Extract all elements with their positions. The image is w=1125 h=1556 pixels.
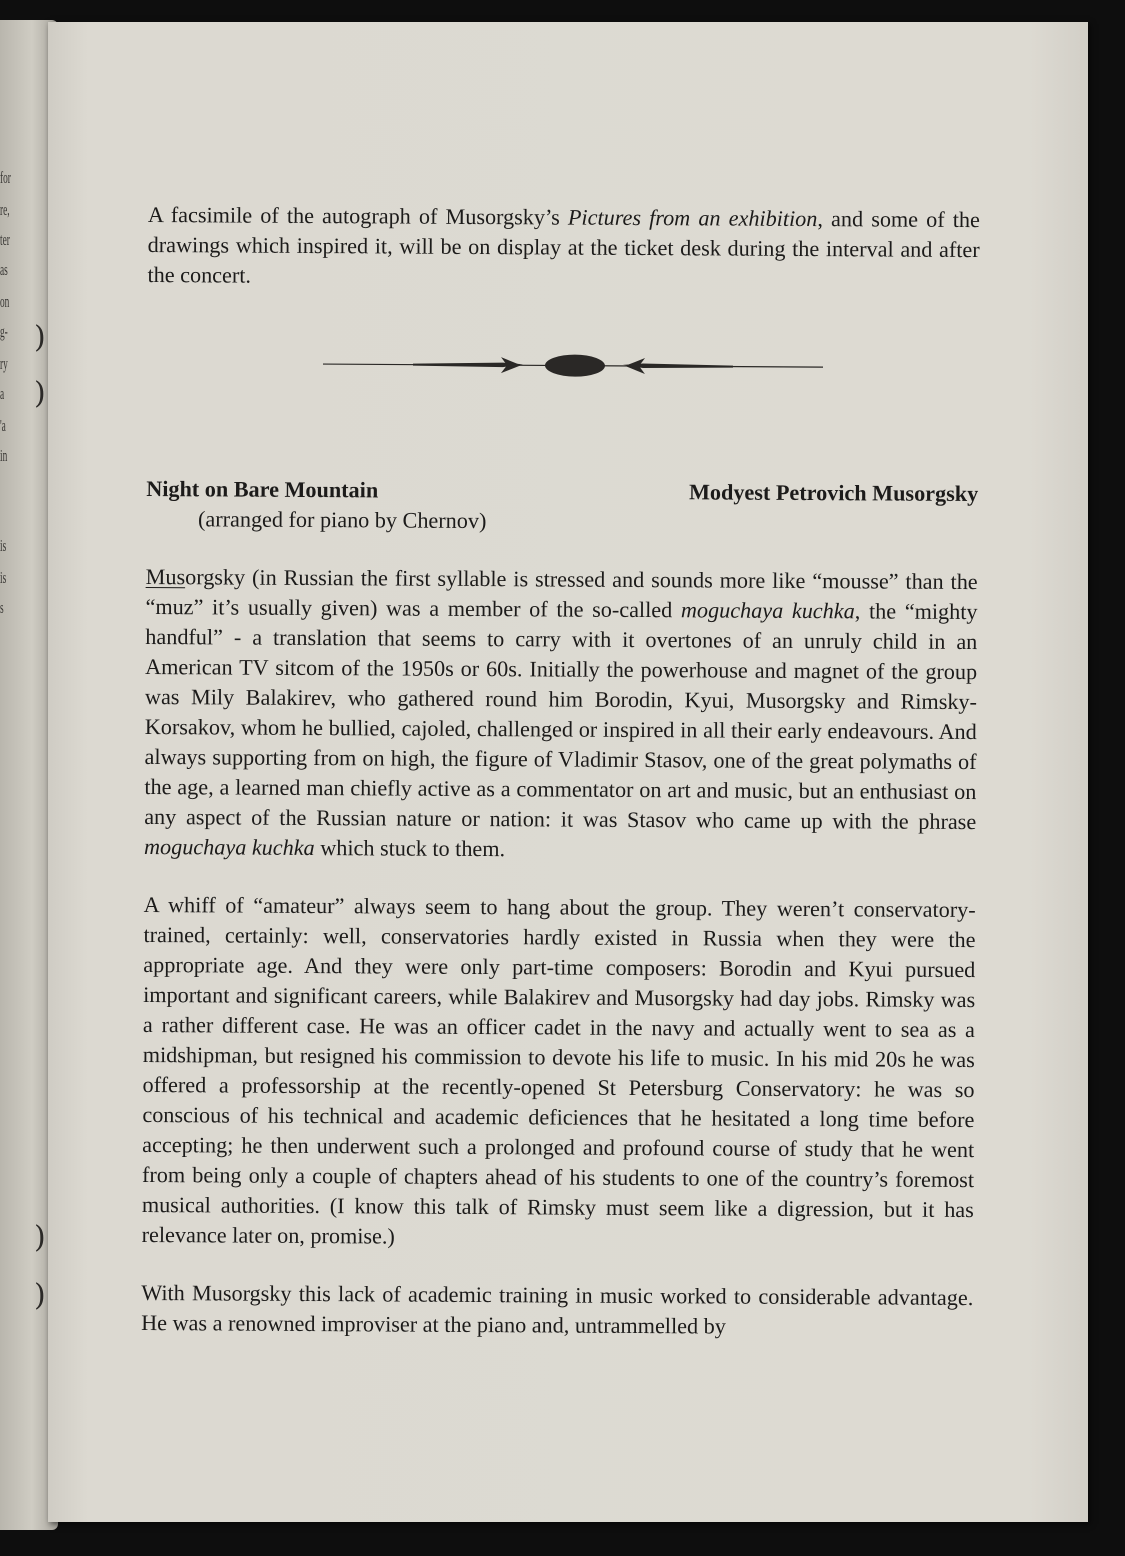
prev-page-fragment: g- xyxy=(0,322,8,341)
binding-hook-icon: ) xyxy=(34,1278,46,1313)
russian-term: moguchaya kuchka xyxy=(680,597,855,624)
page-content xyxy=(141,200,980,1343)
binding-hook-icon: ) xyxy=(34,376,46,411)
prev-page-fragment: is xyxy=(0,568,7,587)
arrangement-note: (arranged for piano by Chernov) xyxy=(197,506,487,534)
prev-page-fragment: s xyxy=(0,598,4,617)
prev-page-fragment: a xyxy=(0,384,5,403)
work-title: Pictures from an exhibition xyxy=(567,204,818,232)
prev-page-fragment: as xyxy=(0,260,8,279)
prev-page-fragment: re, xyxy=(0,200,10,219)
booklet-page xyxy=(48,22,1088,1522)
prev-page-fragment: on xyxy=(0,292,10,311)
prev-page-fragment: for xyxy=(0,168,11,187)
body-paragraph: With Musorgsky this lack of academic training in music worked to considerable advantage. He was a renowned improviser at the piano and, untrammelled by xyxy=(141,1279,974,1339)
body-paragraph: Musorgsky (in Russian the first syllable is stressed and sounds more like “mousse” than the “muz” it’s usually given) was a member of the so-called moguchaya kuchka, the “mighty handful” - a translation that seems to carry with it overtones of an unruly child in an American TV sitcom of the 1950s or 60s. Initially the powerhouse and magnet of the group was Mily Balakirev, who gathered round him Borodin, Kyui, Musorgsky and Rimsky-Korsakov, whom he bullied, cajoled, challenged or inspired in all their early endeavours. And always supporting from on high, the figure of Vladimir Stasov, one of the great polymaths of the age, a learned man chiefly active as a commentator on art and music, but an enthusiast on any aspect of the Russian nature or nation: it was Stasov who came up with the phrase moguchaya kuchka which stuck to them. xyxy=(143,563,978,862)
prev-page-fragment: ter xyxy=(0,230,10,249)
russian-term: moguchaya kuchka xyxy=(143,833,315,861)
binding-hook-icon: ) xyxy=(34,1220,46,1255)
binding-hook-icon: ) xyxy=(34,320,46,355)
prev-page-fragment: 'a xyxy=(0,416,6,435)
prev-page-fragment: ry xyxy=(0,354,8,373)
stressed-syllable: Mus xyxy=(145,563,186,590)
prev-page-fragment: in xyxy=(0,446,8,465)
facsimile-notice: A facsimile of the autograph of Musorgsky’s Pictures from an exhibition, and some of the drawings which inspired it, will be on display at the ticket desk during the interval and after the concert. xyxy=(147,201,980,288)
body-paragraph: A whiff of “amateur” always seem to hang about the group. They weren’t conservatory-trained, certainly: well, conservatories hardly existed in Russia when they were the appropriate age. And they were only part-time composers: Borodin and Kyui pursued important and significant careers, while Balakirev and Musorgsky had day jobs. Rimsky was a rather different case. He was an officer cadet in the navy and actually went to sea as a midshipman, but resigned his commission to devote his life to music. In his mid 20s he was offered a professorship at the recently-opened St Petersburg Conservatory: he was so conscious of his technical and academic deficiences that he hesitated a long time before accepting; he then underwent such a prolonged and profound course of study that he went from being only a couple of chapters ahead of his students to one of the country’s foremost musical authorities. (I know this talk of Rimsky must seem like a digression, but it has relevance later on, promise.) xyxy=(141,891,976,1249)
prev-page-fragment: is xyxy=(0,536,7,555)
piece-heading xyxy=(146,474,978,543)
piece-title: Night on Bare Mountain xyxy=(146,475,379,503)
composer-name: Modyest Petrovich Musorgsky xyxy=(688,479,979,507)
decorative-divider-icon xyxy=(323,351,823,380)
